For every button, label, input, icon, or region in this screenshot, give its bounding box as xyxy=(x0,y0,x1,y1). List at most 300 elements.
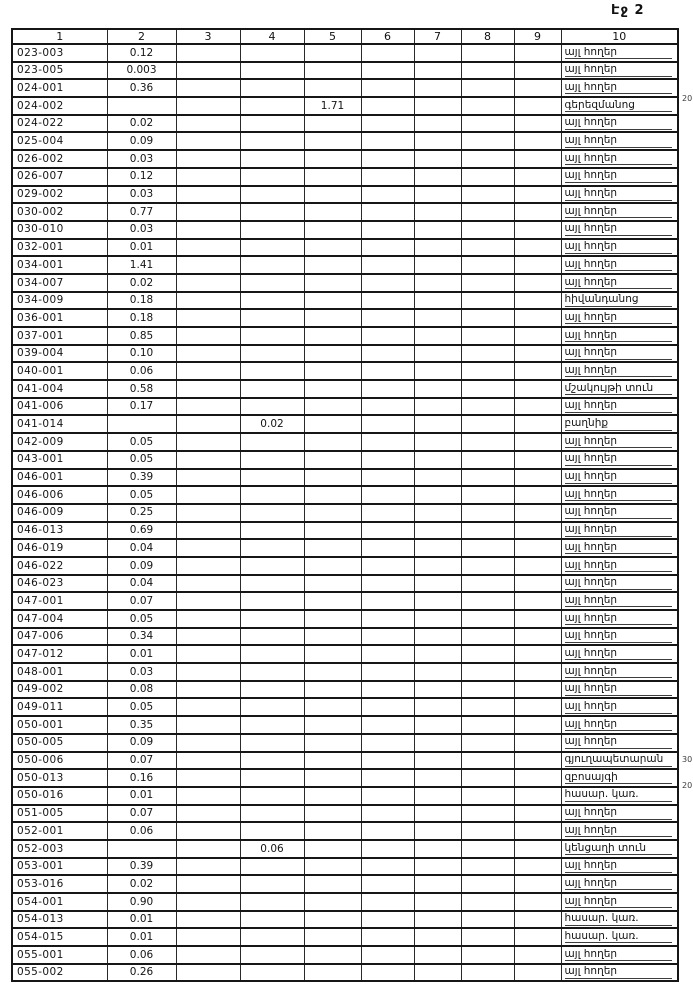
value-cell xyxy=(240,946,304,964)
value-cell xyxy=(304,716,361,734)
value-cell xyxy=(461,875,514,893)
land-use-cell xyxy=(561,327,678,345)
parcel-code-cell: 039-004 xyxy=(12,345,107,363)
value-cell xyxy=(176,398,240,416)
value-cell xyxy=(414,451,461,469)
value-cell xyxy=(514,486,561,504)
value-cell xyxy=(304,115,361,133)
value-cell xyxy=(176,787,240,805)
value-cell xyxy=(461,928,514,946)
value-cell xyxy=(361,274,414,292)
parcel-code-cell: 030-002 xyxy=(12,203,107,221)
value-cell xyxy=(414,292,461,310)
table-row xyxy=(12,893,678,911)
value-cell: 0.04 xyxy=(107,539,176,557)
value-cell xyxy=(461,186,514,204)
value-cell xyxy=(304,610,361,628)
value-cell xyxy=(176,964,240,982)
land-use-text: այլ հողեր xyxy=(565,524,672,537)
parcel-code-cell: 034-007 xyxy=(12,274,107,292)
page-number-label: Էջ 2 xyxy=(611,3,645,18)
land-use-text: այլ հողեր xyxy=(565,896,672,909)
value-cell xyxy=(176,221,240,239)
value-cell xyxy=(240,805,304,823)
value-cell: 0.77 xyxy=(107,203,176,221)
parcel-code-cell: 032-001 xyxy=(12,239,107,257)
value-cell xyxy=(176,186,240,204)
value-cell xyxy=(461,345,514,363)
table-row xyxy=(12,168,678,186)
land-use-cell xyxy=(561,203,678,221)
parcel-code-cell: 046-023 xyxy=(12,575,107,593)
value-cell xyxy=(361,752,414,770)
value-cell: 1.71 xyxy=(304,97,361,115)
land-use-text: այլ հողեր xyxy=(565,489,672,502)
value-cell xyxy=(176,592,240,610)
land-use-cell xyxy=(561,893,678,911)
table-row xyxy=(12,115,678,133)
value-cell xyxy=(414,433,461,451)
value-cell xyxy=(176,168,240,186)
value-cell xyxy=(240,698,304,716)
value-cell xyxy=(514,752,561,770)
value-cell xyxy=(304,645,361,663)
value-cell xyxy=(461,539,514,557)
parcel-code-cell: 049-002 xyxy=(12,681,107,699)
table-row xyxy=(12,433,678,451)
value-cell xyxy=(176,203,240,221)
value-cell xyxy=(461,433,514,451)
value-cell xyxy=(240,752,304,770)
value-cell xyxy=(176,911,240,929)
value-cell xyxy=(514,787,561,805)
value-cell xyxy=(361,362,414,380)
value-cell xyxy=(361,504,414,522)
land-use-text: հասար. կառ. xyxy=(565,931,672,944)
land-use-cell xyxy=(561,875,678,893)
value-cell xyxy=(361,628,414,646)
table-row xyxy=(12,79,678,97)
table-row xyxy=(12,274,678,292)
value-cell xyxy=(361,946,414,964)
value-cell xyxy=(304,345,361,363)
land-use-text: այլ հողեր xyxy=(565,82,672,95)
value-cell: 0.06 xyxy=(107,946,176,964)
value-cell xyxy=(461,805,514,823)
value-cell xyxy=(176,433,240,451)
value-cell xyxy=(176,893,240,911)
table-row xyxy=(12,415,678,433)
parcel-code-cell: 055-002 xyxy=(12,964,107,982)
value-cell xyxy=(414,239,461,257)
table-row xyxy=(12,451,678,469)
value-cell xyxy=(304,486,361,504)
table-row xyxy=(12,734,678,752)
value-cell xyxy=(176,62,240,80)
parcel-code-cell: 046-019 xyxy=(12,539,107,557)
land-use-cell xyxy=(561,663,678,681)
table-row xyxy=(12,858,678,876)
land-use-cell xyxy=(561,309,678,327)
value-cell xyxy=(514,327,561,345)
value-cell xyxy=(176,380,240,398)
land-use-text: այլ հողեր xyxy=(565,135,672,148)
land-use-cell xyxy=(561,132,678,150)
value-cell xyxy=(304,522,361,540)
table-row xyxy=(12,752,678,770)
value-cell xyxy=(461,132,514,150)
value-cell xyxy=(304,186,361,204)
parcel-code-cell: 024-001 xyxy=(12,79,107,97)
value-cell xyxy=(414,716,461,734)
value-cell xyxy=(304,132,361,150)
value-cell xyxy=(461,486,514,504)
value-cell: 0.58 xyxy=(107,380,176,398)
parcel-code-cell: 046-013 xyxy=(12,522,107,540)
value-cell xyxy=(361,62,414,80)
column-header: 10 xyxy=(561,29,678,44)
value-cell xyxy=(414,840,461,858)
land-use-text: այլ հողեր xyxy=(565,560,672,573)
value-cell xyxy=(304,628,361,646)
land-use-cell xyxy=(561,769,678,787)
parcel-code-cell: 054-013 xyxy=(12,911,107,929)
value-cell xyxy=(361,186,414,204)
parcel-code-cell: 053-001 xyxy=(12,858,107,876)
value-cell xyxy=(176,451,240,469)
land-use-text: այլ հողեր xyxy=(565,277,672,290)
land-use-cell xyxy=(561,62,678,80)
parcel-code-cell: 051-005 xyxy=(12,805,107,823)
land-use-cell xyxy=(561,433,678,451)
value-cell: 0.16 xyxy=(107,769,176,787)
value-cell xyxy=(514,451,561,469)
value-cell xyxy=(461,469,514,487)
value-cell xyxy=(176,875,240,893)
table-row xyxy=(12,822,678,840)
land-use-cell xyxy=(561,539,678,557)
land-use-cell xyxy=(561,964,678,982)
value-cell xyxy=(514,79,561,97)
value-cell xyxy=(414,539,461,557)
land-use-cell xyxy=(561,592,678,610)
value-cell xyxy=(176,132,240,150)
land-use-cell xyxy=(561,415,678,433)
value-cell xyxy=(414,203,461,221)
value-cell xyxy=(361,539,414,557)
value-cell: 0.02 xyxy=(240,415,304,433)
value-cell xyxy=(240,557,304,575)
value-cell xyxy=(176,44,240,62)
value-cell xyxy=(461,362,514,380)
value-cell xyxy=(361,345,414,363)
value-cell xyxy=(414,592,461,610)
land-use-cell xyxy=(561,805,678,823)
value-cell xyxy=(304,504,361,522)
value-cell xyxy=(304,362,361,380)
table-body xyxy=(12,44,678,981)
land-use-cell xyxy=(561,150,678,168)
parcel-code-cell: 047-012 xyxy=(12,645,107,663)
table-row xyxy=(12,398,678,416)
value-cell xyxy=(414,221,461,239)
value-cell xyxy=(461,681,514,699)
value-cell xyxy=(414,663,461,681)
value-cell: 0.12 xyxy=(107,168,176,186)
table-row xyxy=(12,239,678,257)
value-cell xyxy=(176,610,240,628)
value-cell: 0.01 xyxy=(107,928,176,946)
value-cell xyxy=(240,274,304,292)
value-cell xyxy=(361,44,414,62)
value-cell xyxy=(514,115,561,133)
value-cell xyxy=(514,221,561,239)
value-cell xyxy=(304,292,361,310)
value-cell xyxy=(304,539,361,557)
land-use-cell xyxy=(561,380,678,398)
land-use-cell xyxy=(561,168,678,186)
land-use-cell xyxy=(561,734,678,752)
value-cell xyxy=(461,698,514,716)
value-cell xyxy=(361,805,414,823)
value-cell xyxy=(514,132,561,150)
land-use-cell xyxy=(561,911,678,929)
value-cell xyxy=(240,380,304,398)
value-cell xyxy=(461,97,514,115)
land-use-cell xyxy=(561,610,678,628)
value-cell xyxy=(514,734,561,752)
value-cell xyxy=(514,469,561,487)
value-cell xyxy=(414,256,461,274)
value-cell: 0.05 xyxy=(107,610,176,628)
value-cell xyxy=(461,557,514,575)
column-header: 7 xyxy=(414,29,461,44)
value-cell xyxy=(240,875,304,893)
value-cell xyxy=(461,327,514,345)
value-cell xyxy=(240,610,304,628)
column-header: 8 xyxy=(461,29,514,44)
value-cell xyxy=(176,858,240,876)
value-cell xyxy=(361,115,414,133)
value-cell xyxy=(176,946,240,964)
land-use-text: այլ հողեր xyxy=(565,701,672,714)
value-cell xyxy=(361,645,414,663)
value-cell xyxy=(304,79,361,97)
value-cell xyxy=(514,911,561,929)
value-cell xyxy=(361,380,414,398)
parcel-code-cell: 047-006 xyxy=(12,628,107,646)
land-use-text: կենցաղի տուն xyxy=(565,843,672,856)
value-cell: 0.03 xyxy=(107,186,176,204)
land-use-cell xyxy=(561,504,678,522)
table-row xyxy=(12,186,678,204)
table-row xyxy=(12,911,678,929)
value-cell xyxy=(304,964,361,982)
value-cell xyxy=(414,787,461,805)
land-use-cell xyxy=(561,79,678,97)
value-cell xyxy=(461,398,514,416)
land-use-text: այլ հողեր xyxy=(565,807,672,820)
value-cell xyxy=(176,522,240,540)
value-cell xyxy=(304,875,361,893)
value-cell xyxy=(361,309,414,327)
land-use-text: այլ հողեր xyxy=(565,878,672,891)
value-cell xyxy=(304,681,361,699)
land-use-text: այլ հողեր xyxy=(565,595,672,608)
land-use-text: մշակույթի տուն xyxy=(565,383,672,396)
land-use-text: այլ հողեր xyxy=(565,825,672,838)
land-use-cell xyxy=(561,840,678,858)
value-cell xyxy=(361,150,414,168)
value-cell xyxy=(361,787,414,805)
table-row xyxy=(12,575,678,593)
value-cell: 0.01 xyxy=(107,239,176,257)
value-cell: 0.05 xyxy=(107,451,176,469)
value-cell xyxy=(240,433,304,451)
parcel-code-cell: 049-011 xyxy=(12,698,107,716)
land-parcel-table xyxy=(11,28,679,982)
value-cell xyxy=(361,97,414,115)
parcel-code-cell: 050-001 xyxy=(12,716,107,734)
value-cell xyxy=(414,62,461,80)
value-cell xyxy=(304,398,361,416)
handwritten-margin-note: 20 xyxy=(682,781,693,790)
handwritten-margin-note: 30 xyxy=(682,755,693,764)
value-cell xyxy=(304,380,361,398)
value-cell xyxy=(361,840,414,858)
value-cell xyxy=(461,239,514,257)
value-cell xyxy=(240,539,304,557)
value-cell xyxy=(514,274,561,292)
land-use-text: այլ հողեր xyxy=(565,223,672,236)
land-use-cell xyxy=(561,186,678,204)
value-cell xyxy=(240,858,304,876)
value-cell xyxy=(461,504,514,522)
value-cell: 0.90 xyxy=(107,893,176,911)
value-cell xyxy=(240,486,304,504)
value-cell xyxy=(240,681,304,699)
table-row xyxy=(12,292,678,310)
value-cell: 0.09 xyxy=(107,734,176,752)
value-cell xyxy=(461,769,514,787)
value-cell xyxy=(414,645,461,663)
value-cell xyxy=(361,663,414,681)
value-cell xyxy=(361,132,414,150)
value-cell xyxy=(514,557,561,575)
value-cell xyxy=(414,964,461,982)
value-cell xyxy=(461,415,514,433)
land-use-text: զբոսայգի xyxy=(565,772,672,785)
value-cell xyxy=(176,681,240,699)
land-use-text: այլ հողեր xyxy=(565,719,672,732)
value-cell: 0.06 xyxy=(240,840,304,858)
value-cell xyxy=(361,522,414,540)
land-use-cell xyxy=(561,362,678,380)
land-use-cell xyxy=(561,256,678,274)
value-cell: 0.26 xyxy=(107,964,176,982)
value-cell: 0.05 xyxy=(107,698,176,716)
value-cell xyxy=(240,893,304,911)
land-use-cell xyxy=(561,486,678,504)
value-cell xyxy=(514,928,561,946)
land-use-text: այլ հողեր xyxy=(565,330,672,343)
land-use-text: այլ հողեր xyxy=(565,860,672,873)
value-cell xyxy=(304,203,361,221)
value-cell xyxy=(414,875,461,893)
value-cell xyxy=(304,822,361,840)
value-cell xyxy=(414,681,461,699)
value-cell: 0.05 xyxy=(107,486,176,504)
land-use-text: այլ հողեր xyxy=(565,613,672,626)
value-cell xyxy=(414,115,461,133)
value-cell xyxy=(176,469,240,487)
land-use-text: այլ հողեր xyxy=(565,736,672,749)
value-cell xyxy=(176,504,240,522)
value-cell xyxy=(240,822,304,840)
land-use-cell xyxy=(561,752,678,770)
value-cell xyxy=(304,769,361,787)
value-cell: 0.34 xyxy=(107,628,176,646)
value-cell xyxy=(414,486,461,504)
value-cell xyxy=(514,858,561,876)
parcel-code-cell: 025-004 xyxy=(12,132,107,150)
table-row xyxy=(12,716,678,734)
value-cell xyxy=(514,946,561,964)
parcel-code-cell: 047-001 xyxy=(12,592,107,610)
value-cell xyxy=(461,79,514,97)
table-row xyxy=(12,769,678,787)
value-cell xyxy=(361,716,414,734)
parcel-code-cell: 030-010 xyxy=(12,221,107,239)
value-cell xyxy=(304,433,361,451)
value-cell xyxy=(514,698,561,716)
value-cell xyxy=(176,557,240,575)
land-use-cell xyxy=(561,239,678,257)
value-cell xyxy=(461,964,514,982)
value-cell: 0.02 xyxy=(107,274,176,292)
table-row xyxy=(12,97,678,115)
land-use-text: այլ հողեր xyxy=(565,471,672,484)
land-use-text: այլ հողեր xyxy=(565,453,672,466)
value-cell xyxy=(240,150,304,168)
value-cell xyxy=(514,610,561,628)
value-cell xyxy=(304,274,361,292)
value-cell xyxy=(304,415,361,433)
value-cell xyxy=(304,805,361,823)
parcel-code-cell: 046-022 xyxy=(12,557,107,575)
table-row xyxy=(12,150,678,168)
value-cell: 0.02 xyxy=(107,875,176,893)
value-cell xyxy=(514,380,561,398)
column-header: 1 xyxy=(12,29,107,44)
value-cell xyxy=(514,239,561,257)
land-use-text: այլ հողեր xyxy=(565,683,672,696)
parcel-code-cell: 046-001 xyxy=(12,469,107,487)
value-cell xyxy=(514,256,561,274)
value-cell xyxy=(304,168,361,186)
value-cell xyxy=(304,663,361,681)
value-cell xyxy=(176,239,240,257)
value-cell xyxy=(304,840,361,858)
value-cell xyxy=(414,309,461,327)
value-cell xyxy=(176,309,240,327)
value-cell: 0.09 xyxy=(107,132,176,150)
value-cell xyxy=(514,822,561,840)
land-use-text: գերեզմանոց xyxy=(565,100,672,113)
value-cell xyxy=(514,62,561,80)
value-cell xyxy=(240,645,304,663)
land-use-text: այլ հողեր xyxy=(565,666,672,679)
